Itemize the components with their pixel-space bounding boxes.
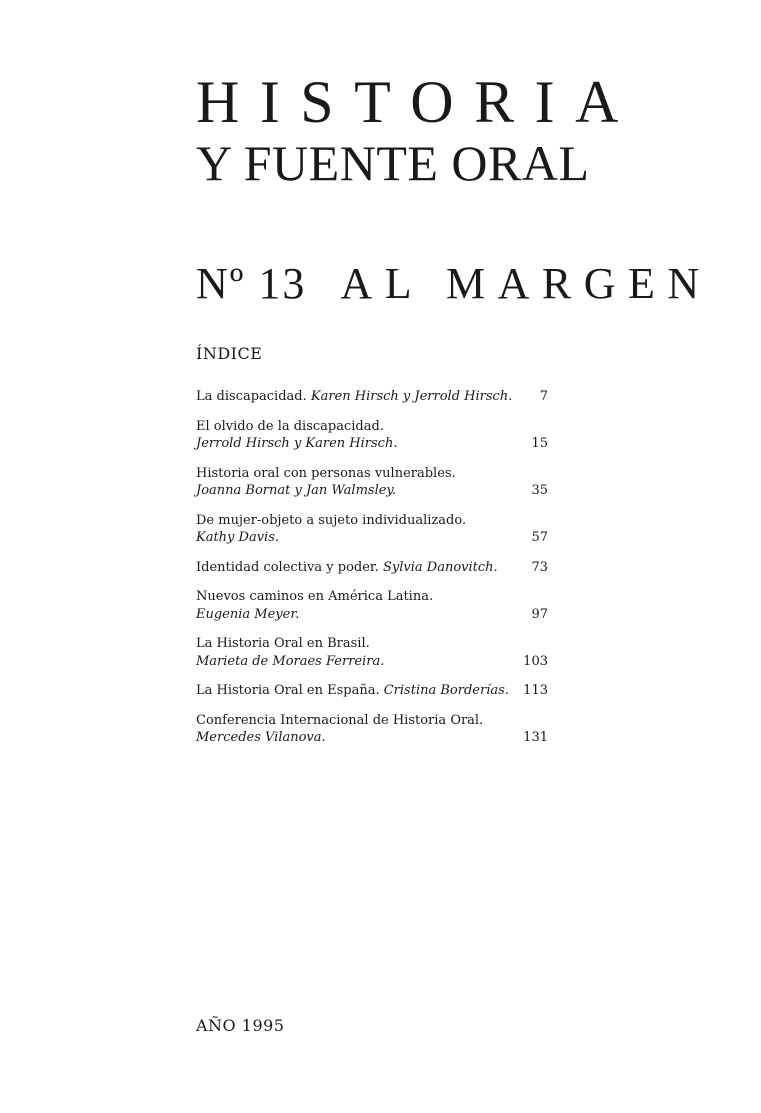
publication-year: AÑO 1995 [196,1016,285,1035]
toc-entry [196,512,548,547]
toc-entry-title: De mujer-objeto a sujeto individualizado. [196,512,467,528]
toc-entry-text [196,388,548,406]
toc-entry [196,588,548,623]
toc-entry-title: Conferencia Internacional de Historia Oral. [196,712,484,728]
toc-entry [196,418,548,453]
toc-entry [196,388,548,406]
toc-entry-author: Joanna Bornat y Jan Walmsley. [196,483,397,498]
toc-entry-title: Identidad colectiva y poder. [196,559,383,575]
toc-entry-page: 7 [539,389,548,404]
toc-entry-page: 73 [531,559,548,575]
toc-entry-page: 15 [531,436,548,451]
toc-entry-author: Jerrold Hirsch y Karen Hirsch. [196,436,398,451]
toc-entry-page: 113 [523,683,548,698]
toc-entry-page: 35 [531,483,548,498]
toc-entry-text [196,559,548,577]
table-of-contents [196,388,548,759]
toc-entry-author: Mercedes Vilanova. [196,730,326,745]
toc-entry-author: Karen Hirsch y Jerrold Hirsch. [310,389,513,404]
toc-entry [196,635,548,670]
journal-title-line-1: HISTORIA [196,69,639,135]
toc-entry [196,712,548,747]
toc-entry-text [196,682,548,700]
toc-entry-title: La Historia Oral en España. [196,683,384,698]
toc-entry-title: Historia oral con personas vulnerables. [196,465,456,481]
toc-entry-page: 131 [523,730,548,745]
index-heading: ÍNDICE [196,344,263,363]
toc-entry-page: 57 [531,530,548,545]
toc-entry-title: El olvido de la discapacidad. [196,418,384,434]
toc-entry-author: Marieta de Moraes Ferreira. [196,653,385,669]
issue-heading [196,259,712,308]
toc-entry-page: 97 [531,606,548,622]
issue-number: Nº 13 [196,259,307,308]
toc-entry [196,465,548,500]
issue-theme: AL MARGEN [340,259,712,308]
toc-entry-title: Nuevos caminos en América Latina. [196,589,434,604]
toc-entry-page: 103 [523,653,548,669]
toc-entry-author: Eugenia Meyer. [196,606,300,622]
toc-entry-title: La discapacidad. [196,389,311,404]
toc-entry-author: Sylvia Danovitch. [382,559,498,575]
toc-entry [196,559,548,577]
journal-title-line-2: Y FUENTE ORAL [196,135,590,191]
toc-entry-author: Kathy Davis. [196,530,280,545]
toc-entry-title: La Historia Oral en Brasil. [196,636,370,651]
toc-entry-author: Cristina Borderías. [383,683,509,698]
toc-entry [196,682,548,700]
